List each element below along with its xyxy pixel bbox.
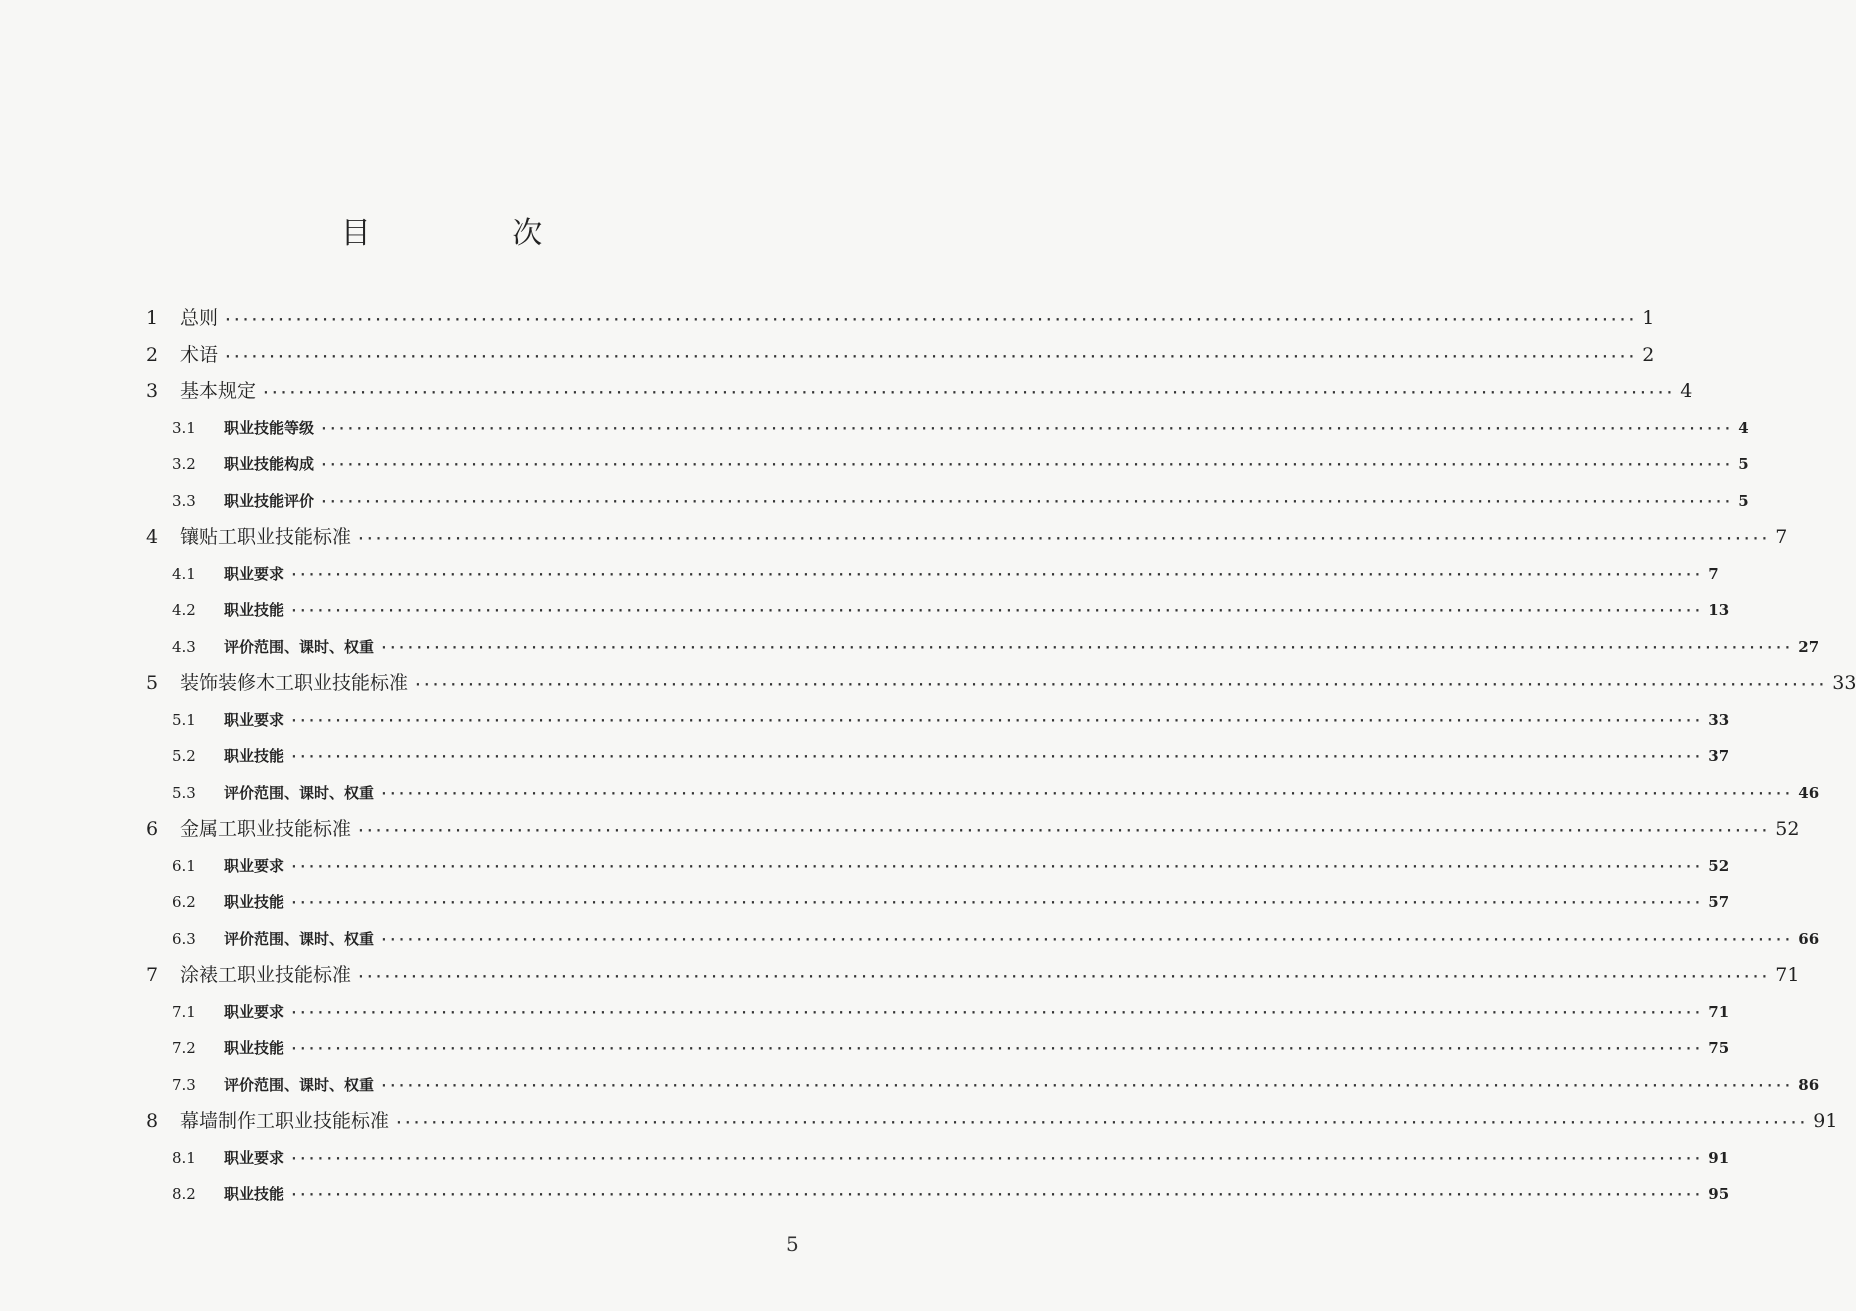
toc-entry-title: 职业要求 bbox=[224, 564, 285, 583]
toc-entry-title: 镶贴工职业技能标准 bbox=[180, 526, 352, 548]
toc-entry-number: 2 bbox=[146, 343, 159, 366]
toc-entry-title: 职业技能评价 bbox=[224, 491, 315, 510]
toc-dot-leader: ································································································································································ bbox=[380, 640, 1793, 656]
toc-entry-number: 4.2 bbox=[172, 601, 196, 619]
toc-entry-page: 2 bbox=[1642, 343, 1655, 366]
toc-entry-page: 75 bbox=[1708, 1039, 1730, 1057]
toc-dot-leader: ································································································································································ bbox=[224, 313, 1637, 328]
toc-chapter-entry[interactable] bbox=[146, 665, 1856, 702]
toc-entry-title: 职业技能构成 bbox=[224, 455, 315, 473]
toc-entry-number: 6.1 bbox=[172, 856, 196, 875]
toc-section-entry[interactable] bbox=[146, 592, 1730, 629]
toc-dot-leader: ································································································································································ bbox=[395, 1116, 1808, 1131]
toc-entry-title: 术语 bbox=[180, 343, 219, 366]
toc-chapter-entry[interactable] bbox=[146, 811, 1800, 848]
toc-entry-page: 37 bbox=[1708, 747, 1730, 765]
toc-entry-title: 总则 bbox=[180, 307, 219, 329]
toc-entry-page: 5 bbox=[1738, 455, 1749, 473]
toc-entry-title: 职业要求 bbox=[224, 1002, 285, 1021]
toc-chapter-entry[interactable] bbox=[146, 337, 1655, 374]
toc-dot-leader: ································································································································································ bbox=[290, 859, 1703, 875]
toc-entry-page: 71 bbox=[1708, 1002, 1730, 1021]
toc-dot-leader: ································································································································································ bbox=[320, 458, 1733, 473]
toc-chapter-entry[interactable] bbox=[146, 519, 1788, 556]
toc-entry-number: 8 bbox=[146, 1110, 159, 1132]
toc-dot-leader: ································································································································································ bbox=[290, 1042, 1703, 1057]
toc-dot-leader: ································································································································································ bbox=[380, 932, 1793, 948]
toc-section-entry[interactable] bbox=[146, 921, 1820, 958]
toc-entry-title: 基本规定 bbox=[180, 380, 257, 402]
toc-entry-number: 4.3 bbox=[172, 637, 196, 656]
toc-entry-page: 57 bbox=[1708, 893, 1730, 911]
toc-section-entry[interactable] bbox=[146, 556, 1719, 593]
toc-entry-title: 评价范围、课时、权重 bbox=[224, 1075, 375, 1094]
toc-entry-page: 91 bbox=[1813, 1110, 1838, 1132]
toc-entry-number: 3.3 bbox=[172, 491, 196, 510]
toc-entry-number: 8.2 bbox=[172, 1185, 196, 1203]
toc-entry-title: 职业要求 bbox=[224, 1148, 285, 1167]
toc-dot-leader: ································································································································································ bbox=[380, 1078, 1793, 1094]
toc-section-entry[interactable] bbox=[146, 629, 1820, 666]
toc-entry-page: 46 bbox=[1798, 783, 1820, 802]
toc-entry-number: 1 bbox=[146, 307, 159, 329]
toc-section-entry[interactable] bbox=[146, 775, 1820, 812]
toc-entry-number: 7 bbox=[146, 964, 159, 986]
toc-dot-leader: ································································································································································ bbox=[290, 750, 1703, 765]
toc-entry-page: 27 bbox=[1798, 637, 1820, 656]
toc-entry-number: 5.3 bbox=[172, 783, 196, 802]
toc-section-entry[interactable] bbox=[146, 884, 1730, 921]
toc-entry-title: 职业技能 bbox=[224, 1039, 285, 1057]
toc-dot-leader: ································································································································································ bbox=[290, 604, 1703, 619]
toc-entry-number: 7.2 bbox=[172, 1039, 196, 1057]
toc-entry-number: 3.1 bbox=[172, 418, 196, 437]
toc-entry-title: 职业技能 bbox=[224, 1185, 285, 1203]
toc-dot-leader: ································································································································································ bbox=[357, 970, 1770, 985]
toc-entry-title: 职业要求 bbox=[224, 856, 285, 875]
toc-section-entry[interactable] bbox=[146, 1067, 1820, 1104]
toc-dot-leader: ································································································································································ bbox=[290, 713, 1703, 729]
toc-dot-leader: ································································································································································ bbox=[290, 1151, 1703, 1167]
toc-dot-leader: ································································································································································ bbox=[224, 349, 1637, 365]
page-number: 5 bbox=[786, 1232, 799, 1256]
toc-dot-leader: ································································································································································ bbox=[320, 421, 1733, 437]
toc-entry-title: 评价范围、课时、权重 bbox=[224, 929, 375, 948]
toc-entry-number: 6.3 bbox=[172, 929, 196, 948]
table-of-contents bbox=[146, 300, 1856, 1213]
toc-entry-page: 7 bbox=[1708, 564, 1719, 583]
toc-entry-number: 4.1 bbox=[172, 564, 196, 583]
toc-entry-page: 52 bbox=[1708, 856, 1730, 875]
toc-section-entry[interactable] bbox=[146, 994, 1730, 1031]
toc-dot-leader: ································································································································································ bbox=[414, 678, 1827, 693]
toc-dot-leader: ································································································································································ bbox=[290, 896, 1703, 911]
toc-dot-leader: ································································································································································ bbox=[290, 567, 1703, 583]
toc-entry-page: 71 bbox=[1775, 964, 1800, 986]
toc-section-entry[interactable] bbox=[146, 738, 1730, 775]
toc-dot-leader: ································································································································································ bbox=[380, 786, 1793, 802]
toc-dot-leader: ································································································································································ bbox=[320, 494, 1733, 510]
toc-section-entry[interactable] bbox=[146, 446, 1749, 483]
toc-entry-page: 66 bbox=[1798, 929, 1820, 948]
toc-entry-page: 52 bbox=[1775, 818, 1800, 840]
toc-entry-title: 金属工职业技能标准 bbox=[180, 818, 352, 840]
toc-entry-title: 幕墙制作工职业技能标准 bbox=[180, 1110, 390, 1132]
toc-entry-number: 4 bbox=[146, 526, 159, 548]
toc-entry-title: 职业技能 bbox=[224, 601, 285, 619]
toc-entry-number: 7.1 bbox=[172, 1002, 196, 1021]
toc-entry-page: 13 bbox=[1708, 601, 1730, 619]
toc-entry-page: 33 bbox=[1832, 672, 1856, 694]
toc-dot-leader: ································································································································································ bbox=[357, 532, 1770, 547]
toc-chapter-entry[interactable] bbox=[146, 373, 1693, 410]
toc-section-entry[interactable] bbox=[146, 702, 1730, 739]
toc-section-entry[interactable] bbox=[146, 1176, 1730, 1213]
toc-chapter-entry[interactable] bbox=[146, 957, 1800, 994]
toc-entry-page: 95 bbox=[1708, 1185, 1730, 1203]
toc-entry-number: 5.2 bbox=[172, 747, 196, 765]
toc-dot-leader: ································································································································································ bbox=[357, 824, 1770, 839]
toc-entry-number: 3.2 bbox=[172, 455, 196, 473]
toc-entry-page: 33 bbox=[1708, 710, 1730, 729]
toc-dot-leader: ································································································································································ bbox=[262, 386, 1675, 401]
toc-section-entry[interactable] bbox=[146, 410, 1749, 447]
toc-entry-number: 6.2 bbox=[172, 893, 196, 911]
toc-entry-number: 5 bbox=[146, 672, 159, 694]
toc-section-entry[interactable] bbox=[146, 848, 1730, 885]
toc-chapter-entry[interactable] bbox=[146, 1103, 1838, 1140]
toc-entry-number: 6 bbox=[146, 818, 159, 840]
toc-entry-page: 1 bbox=[1642, 307, 1655, 329]
toc-entry-title: 评价范围、课时、权重 bbox=[224, 783, 375, 802]
toc-entry-title: 职业技能 bbox=[224, 747, 285, 765]
toc-entry-page: 91 bbox=[1708, 1148, 1730, 1167]
toc-entry-title: 涂裱工职业技能标准 bbox=[180, 964, 352, 986]
toc-entry-page: 5 bbox=[1738, 491, 1749, 510]
toc-entry-number: 8.1 bbox=[172, 1148, 196, 1167]
toc-entry-title: 职业要求 bbox=[224, 710, 285, 729]
toc-entry-number: 3 bbox=[146, 380, 159, 402]
toc-entry-number: 5.1 bbox=[172, 710, 196, 729]
toc-entry-page: 7 bbox=[1775, 526, 1788, 548]
toc-section-entry[interactable] bbox=[146, 483, 1749, 520]
toc-entry-number: 7.3 bbox=[172, 1075, 196, 1094]
toc-entry-page: 4 bbox=[1738, 418, 1749, 437]
toc-entry-page: 4 bbox=[1680, 380, 1693, 402]
toc-section-entry[interactable] bbox=[146, 1140, 1730, 1177]
toc-entry-title: 职业技能 bbox=[224, 893, 285, 911]
toc-entry-title: 评价范围、课时、权重 bbox=[224, 637, 375, 656]
toc-chapter-entry[interactable] bbox=[146, 300, 1655, 337]
toc-dot-leader: ································································································································································ bbox=[290, 1188, 1703, 1203]
toc-entry-page: 86 bbox=[1798, 1075, 1820, 1094]
toc-section-entry[interactable] bbox=[146, 1030, 1730, 1067]
toc-entry-title: 职业技能等级 bbox=[224, 418, 315, 437]
toc-dot-leader: ································································································································································ bbox=[290, 1005, 1703, 1021]
page-title: 目 次 bbox=[340, 216, 609, 251]
toc-entry-title: 装饰装修木工职业技能标准 bbox=[180, 672, 409, 694]
